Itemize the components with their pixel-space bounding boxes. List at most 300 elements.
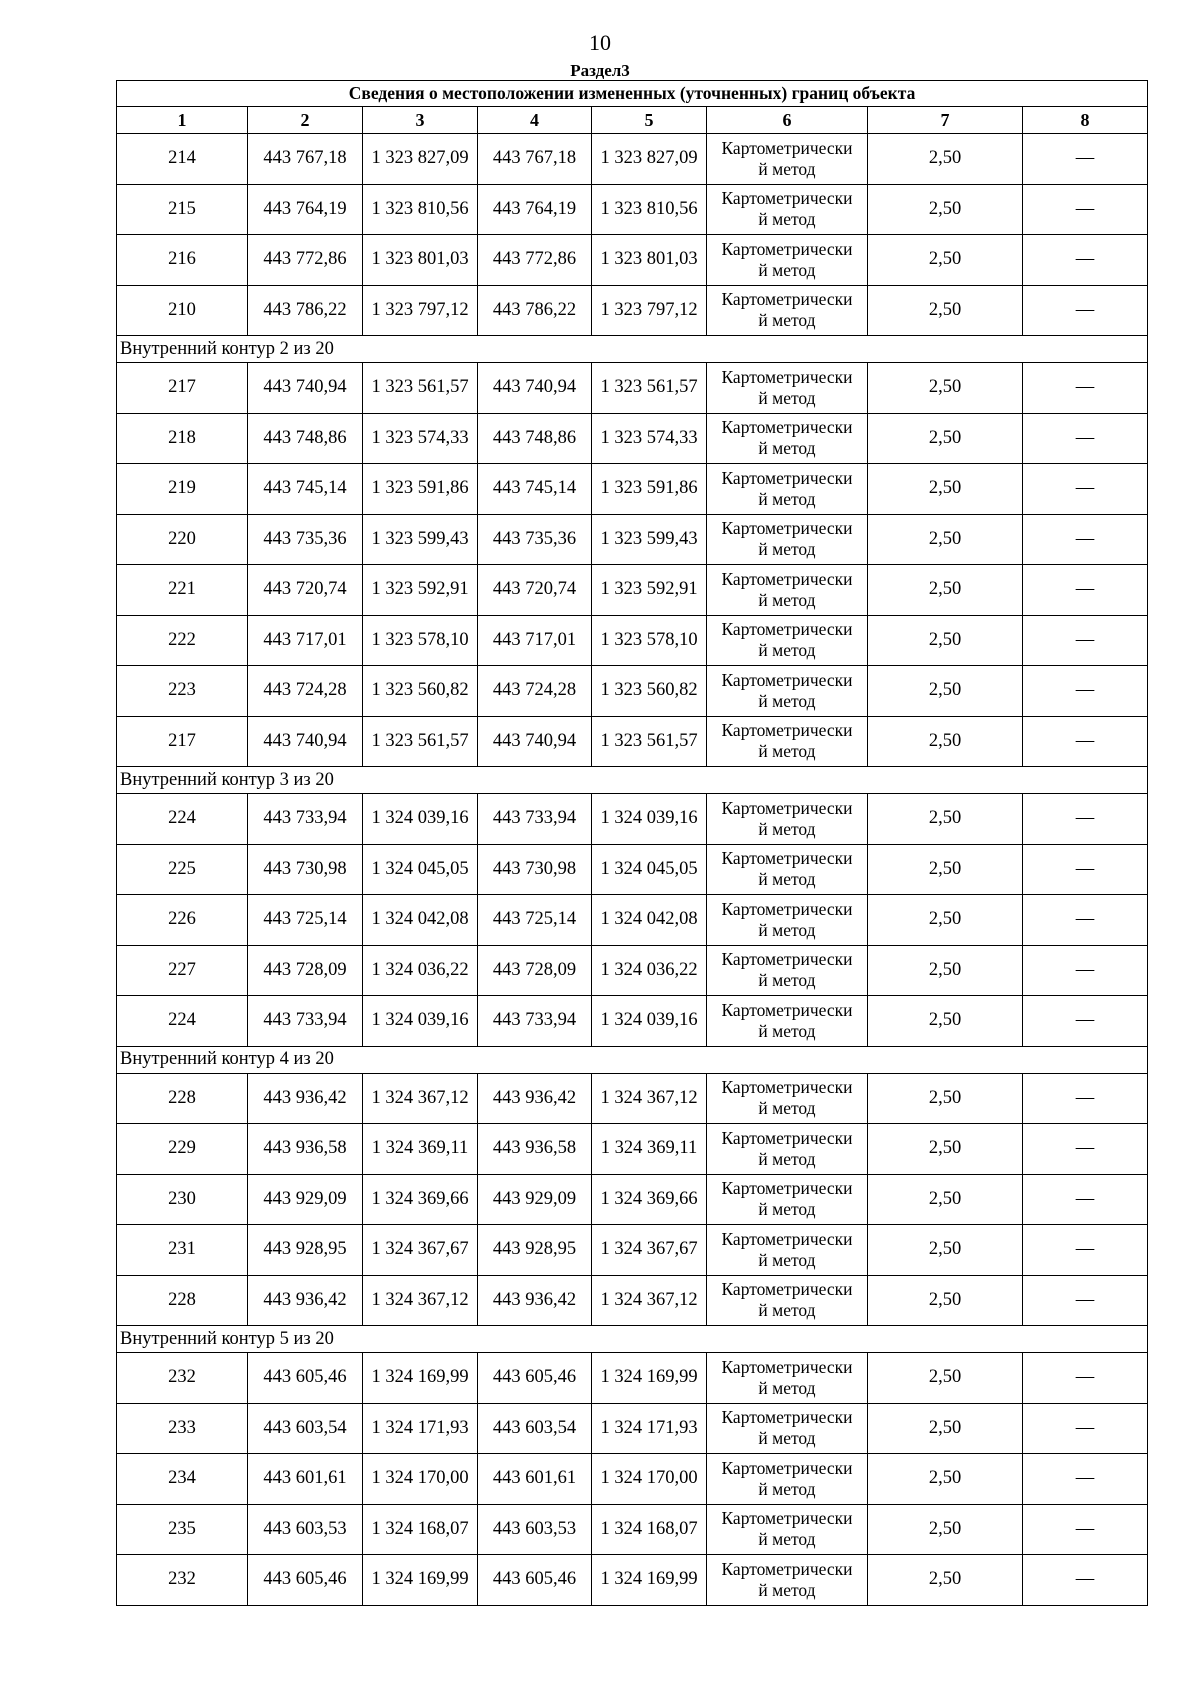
point-number-cell: 229 [117,1124,248,1175]
table-row [117,1174,1148,1225]
column-number-6: 6 [707,107,868,134]
method-line-2: й метод [758,158,816,179]
column-8-cell: — [1023,895,1148,946]
point-number-cell: 217 [117,363,248,414]
method-cell [707,1124,868,1175]
x-new-cell: 443 603,54 [478,1403,592,1454]
method-line-1: Картометрически [721,669,853,690]
method-line-2: й метод [758,209,816,230]
accuracy-cell: 2,50 [868,235,1023,286]
table-row [117,945,1148,996]
point-number-cell: 234 [117,1454,248,1505]
accuracy-cell: 2,50 [868,1174,1023,1225]
table-caption: Сведения о местоположении измененных (уточненных) границ объекта [117,81,1148,107]
x-existing-cell: 443 928,95 [248,1225,363,1276]
method-line-1: Картометрически [721,1356,853,1377]
method-line-2: й метод [758,919,816,940]
accuracy-cell: 2,50 [868,1225,1023,1276]
method-line-1: Картометрически [721,898,853,919]
column-number-3: 3 [363,107,478,134]
x-existing-cell: 443 936,42 [248,1275,363,1326]
method-line-1: Картометрически [721,1457,853,1478]
point-number-cell: 214 [117,134,248,185]
y-new-cell: 1 323 561,57 [592,716,707,767]
method-line-1: Картометрически [721,1508,853,1529]
x-new-cell: 443 725,14 [478,895,592,946]
y-new-cell: 1 323 561,57 [592,363,707,414]
method-line-1: Картометрически [721,1558,853,1579]
method-line-2: й метод [758,589,816,610]
table-row [117,1353,1148,1404]
table-row [117,184,1148,235]
method-line-2: й метод [758,310,816,331]
y-new-cell: 1 324 168,07 [592,1504,707,1555]
method-line-2: й метод [758,818,816,839]
accuracy-cell: 2,50 [868,615,1023,666]
x-existing-cell: 443 725,14 [248,895,363,946]
y-existing-cell: 1 323 578,10 [363,615,478,666]
method-line-2: й метод [758,1249,816,1270]
method-line-1: Картометрически [721,1077,853,1098]
method-cell [707,615,868,666]
method-line-1: Картометрически [721,137,853,158]
accuracy-cell: 2,50 [868,1275,1023,1326]
y-existing-cell: 1 323 797,12 [363,285,478,336]
column-8-cell: — [1023,844,1148,895]
x-existing-cell: 443 728,09 [248,945,363,996]
accuracy-cell: 2,50 [868,184,1023,235]
y-new-cell: 1 323 827,09 [592,134,707,185]
x-existing-cell: 443 720,74 [248,565,363,616]
method-line-1: Картометрически [721,188,853,209]
table-caption-row [117,81,1148,107]
y-new-cell: 1 324 036,22 [592,945,707,996]
method-line-2: й метод [758,1199,816,1220]
y-existing-cell: 1 324 169,99 [363,1353,478,1404]
y-existing-cell: 1 323 574,33 [363,413,478,464]
accuracy-cell: 2,50 [868,464,1023,515]
method-cell [707,1174,868,1225]
accuracy-cell: 2,50 [868,1555,1023,1606]
method-cell [707,895,868,946]
x-existing-cell: 443 767,18 [248,134,363,185]
x-existing-cell: 443 605,46 [248,1353,363,1404]
column-8-cell: — [1023,996,1148,1047]
accuracy-cell: 2,50 [868,1504,1023,1555]
y-new-cell: 1 324 039,16 [592,794,707,845]
x-existing-cell: 443 603,53 [248,1504,363,1555]
method-line-1: Картометрически [721,999,853,1020]
accuracy-cell: 2,50 [868,666,1023,717]
method-line-2: й метод [758,690,816,711]
y-existing-cell: 1 323 810,56 [363,184,478,235]
x-new-cell: 443 603,53 [478,1504,592,1555]
y-existing-cell: 1 323 591,86 [363,464,478,515]
column-8-cell: — [1023,716,1148,767]
x-existing-cell: 443 605,46 [248,1555,363,1606]
x-new-cell: 443 605,46 [478,1555,592,1606]
table-row [117,565,1148,616]
x-new-cell: 443 730,98 [478,844,592,895]
column-8-cell: — [1023,1225,1148,1276]
method-cell [707,1275,868,1326]
method-line-1: Картометрически [721,289,853,310]
column-8-cell: — [1023,794,1148,845]
x-new-cell: 443 720,74 [478,565,592,616]
accuracy-cell: 2,50 [868,285,1023,336]
x-new-cell: 443 717,01 [478,615,592,666]
method-cell [707,363,868,414]
x-new-cell: 443 767,18 [478,134,592,185]
method-cell [707,1353,868,1404]
method-cell [707,565,868,616]
table-row [117,235,1148,286]
accuracy-cell: 2,50 [868,996,1023,1047]
x-existing-cell: 443 740,94 [248,716,363,767]
x-existing-cell: 443 936,42 [248,1073,363,1124]
y-existing-cell: 1 323 592,91 [363,565,478,616]
point-number-cell: 219 [117,464,248,515]
contour-title: Внутренний контур 4 из 20 [117,1046,1148,1073]
y-new-cell: 1 324 171,93 [592,1403,707,1454]
column-8-cell: — [1023,1174,1148,1225]
table-row [117,844,1148,895]
x-new-cell: 443 928,95 [478,1225,592,1276]
y-existing-cell: 1 324 039,16 [363,794,478,845]
x-existing-cell: 443 603,54 [248,1403,363,1454]
column-number-5: 5 [592,107,707,134]
accuracy-cell: 2,50 [868,1124,1023,1175]
point-number-cell: 235 [117,1504,248,1555]
section-title: Раздел3 [570,61,630,80]
x-new-cell: 443 735,36 [478,514,592,565]
column-8-cell: — [1023,1454,1148,1505]
y-new-cell: 1 324 042,08 [592,895,707,946]
x-existing-cell: 443 786,22 [248,285,363,336]
y-new-cell: 1 324 367,67 [592,1225,707,1276]
method-cell [707,1073,868,1124]
column-8-cell: — [1023,666,1148,717]
y-existing-cell: 1 323 560,82 [363,666,478,717]
y-new-cell: 1 324 367,12 [592,1275,707,1326]
y-existing-cell: 1 324 367,67 [363,1225,478,1276]
column-8-cell: — [1023,413,1148,464]
method-line-2: й метод [758,1377,816,1398]
y-existing-cell: 1 323 801,03 [363,235,478,286]
y-existing-cell: 1 324 039,16 [363,996,478,1047]
table-row [117,1275,1148,1326]
y-new-cell: 1 324 369,66 [592,1174,707,1225]
method-cell [707,1225,868,1276]
point-number-cell: 216 [117,235,248,286]
accuracy-cell: 2,50 [868,895,1023,946]
method-line-1: Картометрически [721,619,853,640]
method-cell [707,716,868,767]
x-new-cell: 443 740,94 [478,363,592,414]
y-new-cell: 1 323 801,03 [592,235,707,286]
method-line-2: й метод [758,741,816,762]
column-8-cell: — [1023,1275,1148,1326]
column-number-1: 1 [117,107,248,134]
accuracy-cell: 2,50 [868,1403,1023,1454]
method-cell [707,1504,868,1555]
table-body [117,81,1148,1606]
method-cell [707,514,868,565]
x-new-cell: 443 786,22 [478,285,592,336]
method-line-1: Картометрически [721,417,853,438]
y-existing-cell: 1 324 042,08 [363,895,478,946]
x-existing-cell: 443 735,36 [248,514,363,565]
contour-header-row [117,767,1148,794]
x-existing-cell: 443 936,58 [248,1124,363,1175]
method-line-1: Картометрически [721,720,853,741]
y-existing-cell: 1 323 827,09 [363,134,478,185]
contour-header-row [117,1046,1148,1073]
method-cell [707,945,868,996]
accuracy-cell: 2,50 [868,716,1023,767]
column-number-2: 2 [248,107,363,134]
table-row [117,615,1148,666]
method-line-1: Картометрически [721,797,853,818]
table-row [117,895,1148,946]
x-new-cell: 443 748,86 [478,413,592,464]
table-row [117,285,1148,336]
x-existing-cell: 443 733,94 [248,996,363,1047]
y-existing-cell: 1 324 367,12 [363,1073,478,1124]
method-cell [707,235,868,286]
column-8-cell: — [1023,285,1148,336]
column-8-cell: — [1023,1073,1148,1124]
y-existing-cell: 1 324 171,93 [363,1403,478,1454]
method-line-2: й метод [758,438,816,459]
x-new-cell: 443 605,46 [478,1353,592,1404]
accuracy-cell: 2,50 [868,1454,1023,1505]
table-row [117,996,1148,1047]
table-row [117,363,1148,414]
method-line-2: й метод [758,869,816,890]
method-line-2: й метод [758,1098,816,1119]
x-existing-cell: 443 772,86 [248,235,363,286]
boundary-coordinates-table [116,80,1148,1606]
x-existing-cell: 443 764,19 [248,184,363,235]
point-number-cell: 232 [117,1555,248,1606]
x-existing-cell: 443 740,94 [248,363,363,414]
column-8-cell: — [1023,1555,1148,1606]
contour-title: Внутренний контур 2 из 20 [117,336,1148,363]
point-number-cell: 227 [117,945,248,996]
contour-title: Внутренний контур 3 из 20 [117,767,1148,794]
method-cell [707,996,868,1047]
column-8-cell: — [1023,134,1148,185]
accuracy-cell: 2,50 [868,1073,1023,1124]
point-number-cell: 228 [117,1275,248,1326]
x-existing-cell: 443 724,28 [248,666,363,717]
column-8-cell: — [1023,464,1148,515]
point-number-cell: 226 [117,895,248,946]
column-8-cell: — [1023,514,1148,565]
y-new-cell: 1 323 591,86 [592,464,707,515]
point-number-cell: 220 [117,514,248,565]
y-new-cell: 1 324 169,99 [592,1353,707,1404]
method-line-1: Картометрически [721,1228,853,1249]
method-cell [707,794,868,845]
y-existing-cell: 1 324 367,12 [363,1275,478,1326]
x-new-cell: 443 745,14 [478,464,592,515]
x-existing-cell: 443 745,14 [248,464,363,515]
method-line-1: Картометрически [721,1127,853,1148]
table-row [117,1225,1148,1276]
accuracy-cell: 2,50 [868,514,1023,565]
contour-header-row [117,1326,1148,1353]
table-row [117,134,1148,185]
method-line-2: й метод [758,1529,816,1550]
table-row [117,1454,1148,1505]
column-8-cell: — [1023,184,1148,235]
y-new-cell: 1 323 599,43 [592,514,707,565]
x-new-cell: 443 764,19 [478,184,592,235]
method-line-2: й метод [758,1478,816,1499]
point-number-cell: 232 [117,1353,248,1404]
table-row [117,1403,1148,1454]
x-new-cell: 443 724,28 [478,666,592,717]
point-number-cell: 217 [117,716,248,767]
y-new-cell: 1 323 810,56 [592,184,707,235]
x-new-cell: 443 601,61 [478,1454,592,1505]
x-existing-cell: 443 748,86 [248,413,363,464]
x-new-cell: 443 733,94 [478,794,592,845]
x-existing-cell: 443 730,98 [248,844,363,895]
y-new-cell: 1 324 367,12 [592,1073,707,1124]
page-number: 10 [589,30,611,55]
method-line-2: й метод [758,1300,816,1321]
y-existing-cell: 1 324 045,05 [363,844,478,895]
method-line-1: Картометрически [721,848,853,869]
column-8-cell: — [1023,1403,1148,1454]
point-number-cell: 218 [117,413,248,464]
y-existing-cell: 1 324 036,22 [363,945,478,996]
method-line-2: й метод [758,259,816,280]
point-number-cell: 230 [117,1174,248,1225]
column-8-cell: — [1023,1353,1148,1404]
x-new-cell: 443 740,94 [478,716,592,767]
y-new-cell: 1 323 797,12 [592,285,707,336]
method-line-2: й метод [758,539,816,560]
method-cell [707,666,868,717]
method-line-2: й метод [758,1020,816,1041]
column-8-cell: — [1023,945,1148,996]
y-new-cell: 1 323 560,82 [592,666,707,717]
x-existing-cell: 443 733,94 [248,794,363,845]
point-number-cell: 224 [117,794,248,845]
column-numbers-row [117,107,1148,134]
accuracy-cell: 2,50 [868,363,1023,414]
y-new-cell: 1 324 039,16 [592,996,707,1047]
y-new-cell: 1 323 574,33 [592,413,707,464]
method-line-1: Картометрически [721,238,853,259]
y-existing-cell: 1 324 170,00 [363,1454,478,1505]
method-line-1: Картометрически [721,518,853,539]
point-number-cell: 231 [117,1225,248,1276]
point-number-cell: 210 [117,285,248,336]
x-new-cell: 443 772,86 [478,235,592,286]
point-number-cell: 222 [117,615,248,666]
method-line-2: й метод [758,640,816,661]
method-cell [707,844,868,895]
method-line-2: й метод [758,1579,816,1600]
y-new-cell: 1 324 369,11 [592,1124,707,1175]
column-8-cell: — [1023,235,1148,286]
x-new-cell: 443 728,09 [478,945,592,996]
y-new-cell: 1 323 592,91 [592,565,707,616]
y-new-cell: 1 324 170,00 [592,1454,707,1505]
point-number-cell: 233 [117,1403,248,1454]
method-cell [707,184,868,235]
table-row [117,514,1148,565]
method-line-2: й метод [758,1148,816,1169]
y-existing-cell: 1 323 599,43 [363,514,478,565]
y-existing-cell: 1 324 169,99 [363,1555,478,1606]
x-new-cell: 443 936,42 [478,1275,592,1326]
accuracy-cell: 2,50 [868,134,1023,185]
x-new-cell: 443 936,58 [478,1124,592,1175]
column-number-8: 8 [1023,107,1148,134]
method-line-1: Картометрически [721,568,853,589]
y-existing-cell: 1 324 369,11 [363,1124,478,1175]
method-cell [707,413,868,464]
point-number-cell: 224 [117,996,248,1047]
accuracy-cell: 2,50 [868,413,1023,464]
accuracy-cell: 2,50 [868,945,1023,996]
method-cell [707,285,868,336]
method-cell [707,1555,868,1606]
column-8-cell: — [1023,363,1148,414]
table-row [117,1504,1148,1555]
table-row [117,794,1148,845]
accuracy-cell: 2,50 [868,844,1023,895]
contour-title: Внутренний контур 5 из 20 [117,1326,1148,1353]
accuracy-cell: 2,50 [868,794,1023,845]
x-new-cell: 443 733,94 [478,996,592,1047]
x-new-cell: 443 936,42 [478,1073,592,1124]
table-row [117,413,1148,464]
method-cell [707,134,868,185]
y-new-cell: 1 323 578,10 [592,615,707,666]
contour-header-row [117,336,1148,363]
column-8-cell: — [1023,615,1148,666]
x-new-cell: 443 929,09 [478,1174,592,1225]
column-number-7: 7 [868,107,1023,134]
table-row [117,1555,1148,1606]
column-8-cell: — [1023,1504,1148,1555]
accuracy-cell: 2,50 [868,1353,1023,1404]
y-existing-cell: 1 324 168,07 [363,1504,478,1555]
table-row [117,1124,1148,1175]
point-number-cell: 223 [117,666,248,717]
table-row [117,464,1148,515]
y-existing-cell: 1 323 561,57 [363,363,478,414]
method-line-2: й метод [758,1428,816,1449]
point-number-cell: 215 [117,184,248,235]
y-new-cell: 1 324 045,05 [592,844,707,895]
column-number-4: 4 [478,107,592,134]
x-existing-cell: 443 929,09 [248,1174,363,1225]
table-row [117,1073,1148,1124]
method-line-2: й метод [758,488,816,509]
x-existing-cell: 443 717,01 [248,615,363,666]
method-line-2: й метод [758,970,816,991]
column-8-cell: — [1023,565,1148,616]
y-existing-cell: 1 324 369,66 [363,1174,478,1225]
